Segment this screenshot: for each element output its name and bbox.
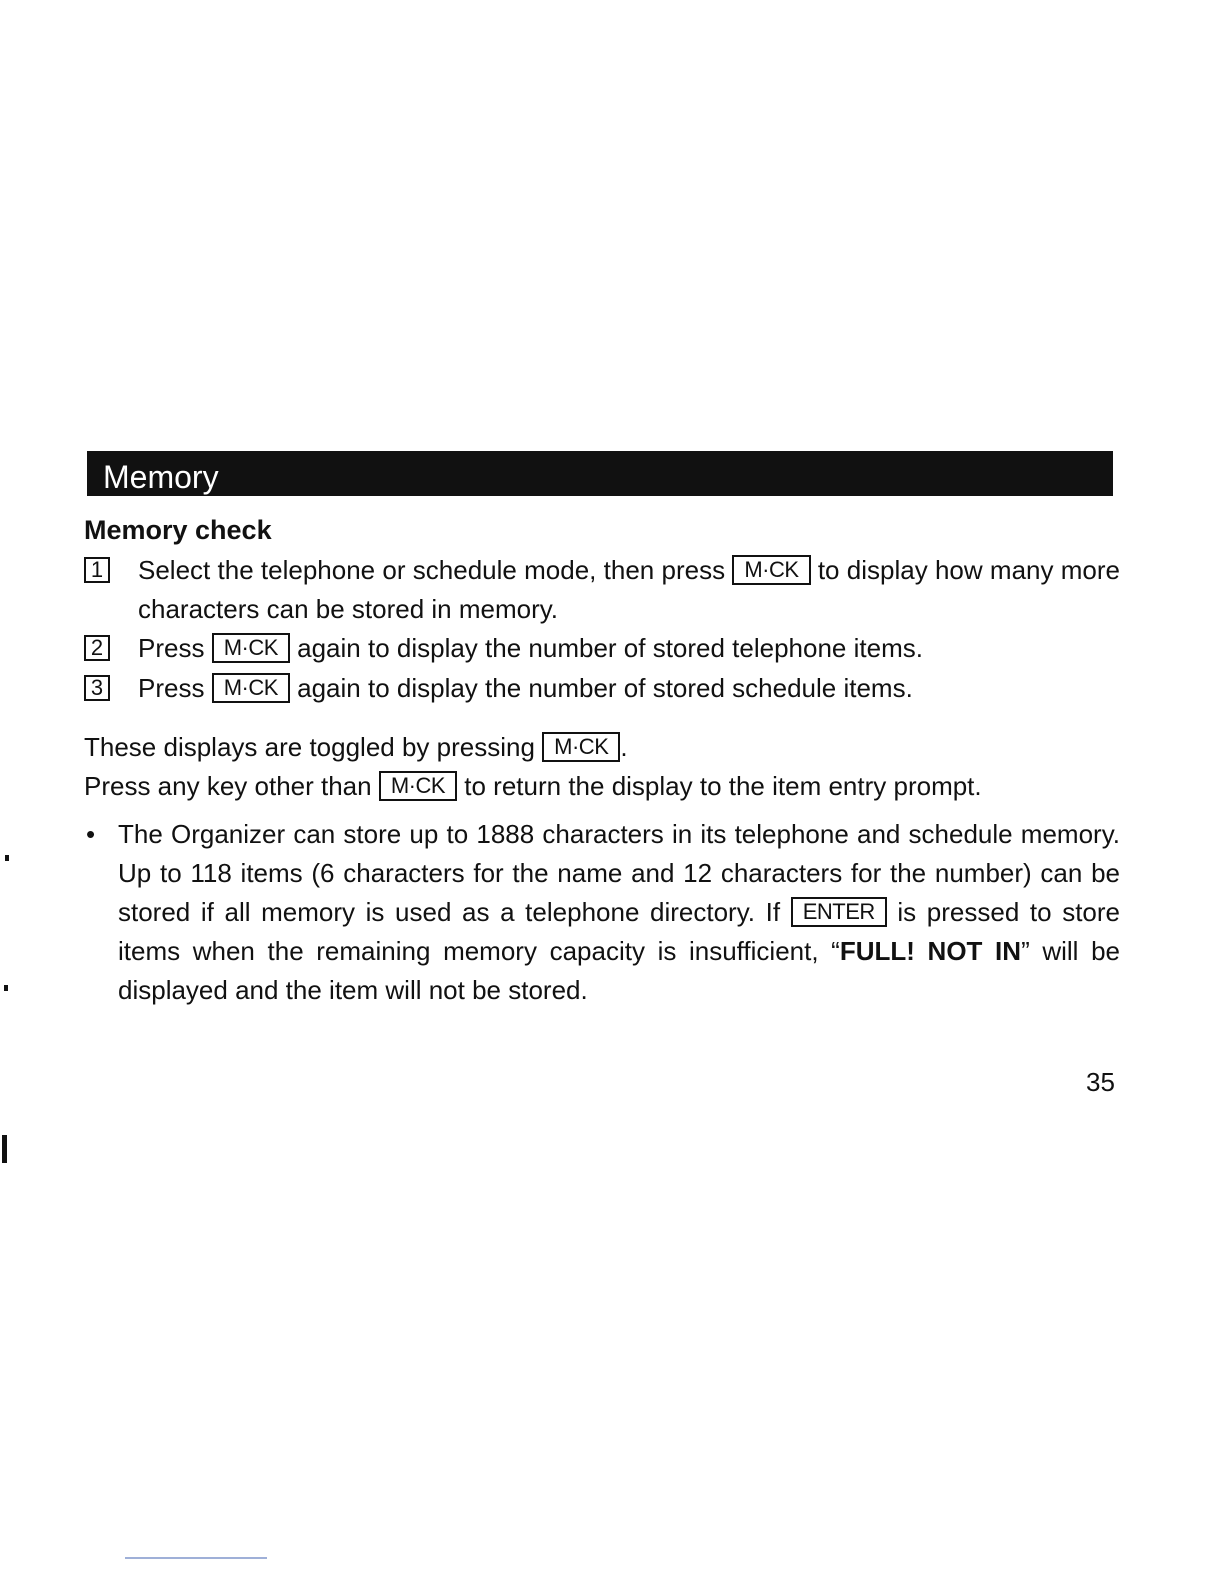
mck-key: M·CK [212,673,290,703]
step-text-2 [138,629,1120,668]
capacity-note [84,815,1120,1010]
step-number-3: 3 [84,675,110,701]
return-note-before: Press any key other than [84,771,379,801]
step-1-after: to display how many more characters can be stored in memory. [138,555,1120,624]
scan-speck [4,985,8,991]
full-message: FULL! NOT IN [839,936,1022,966]
bullet-icon: • [86,819,96,849]
page-number: 35 [1086,1067,1115,1097]
step-3-after: again to display the number of stored schedule items. [289,673,913,703]
mck-key: M·CK [212,633,290,663]
section-title: Memory [103,459,219,495]
step-2 [84,629,1120,668]
mck-key: M·CK [732,555,810,585]
step-1-before: Select the telephone or schedule mode, then press [138,555,733,585]
memory-check-heading: Memory check [84,515,272,545]
mck-key: M·CK [542,732,620,762]
capacity-text-3: ” will be displayed and the item will not be stored. [118,936,1120,1005]
step-number-2: 2 [84,635,110,661]
capacity-text-1: The Organizer can store up to 1888 characters in its telephone and schedule memory. Up to 118 items (6 characters for the name and 12 characters for the number) can be stored if all memory is used as a telephone directory. If [118,819,1120,927]
capacity-note-text [118,815,1120,1010]
step-2-before: Press [138,633,212,663]
enter-key: ENTER [791,897,887,927]
capacity-text-2: is pressed to store items when the remaining memory capacity is insufficient, “ [118,897,1120,966]
step-1 [84,551,1120,629]
step-2-after: again to display the number of stored telephone items. [289,633,923,663]
section-title-bar [87,451,1113,496]
return-note [84,767,982,806]
step-3-before: Press [138,673,212,703]
step-text-3 [138,669,1120,708]
step-text-1 [138,551,1120,629]
scan-edge-mark [2,1135,7,1163]
scan-edge-line [125,1557,267,1559]
toggle-note-after: . [620,732,628,762]
toggle-note-before: These displays are toggled by pressing [84,732,543,762]
step-number-1: 1 [84,557,110,583]
step-3 [84,669,1120,708]
scan-speck [5,855,9,861]
toggle-note [84,728,628,767]
return-note-after: to return the display to the item entry prompt. [457,771,982,801]
mck-key: M·CK [379,771,457,801]
